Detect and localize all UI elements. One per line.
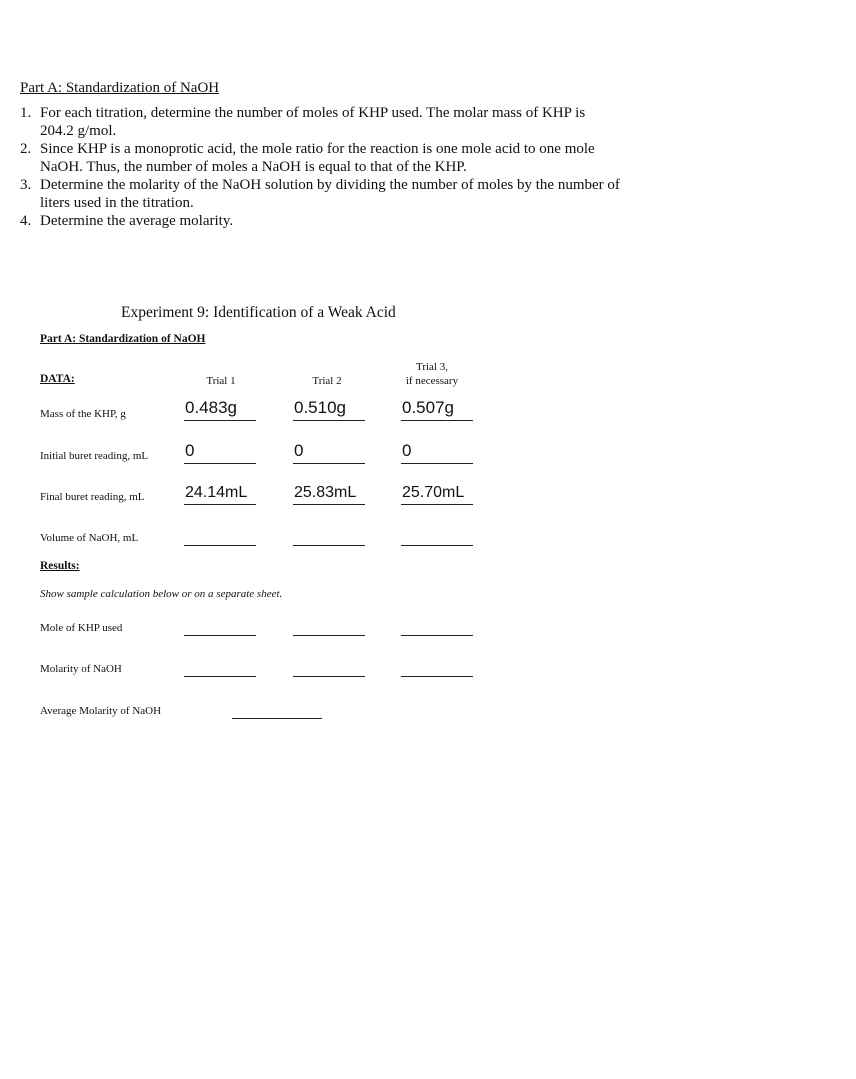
instruction-text: For each titration, determine the number of moles of KHP used. The molar mass of KHP is 204.2 g/mol. <box>40 105 586 139</box>
final-trial-3-field[interactable] <box>401 484 473 505</box>
data-heading: DATA: <box>40 373 75 385</box>
mass-trial-1-value: 0.483g <box>185 398 237 417</box>
initial-trial-1-value: 0 <box>185 441 195 460</box>
worksheet-part-title: Part A: Standardization of NaOH <box>40 333 206 345</box>
final-trial-3-value: 25.70mL <box>402 484 465 501</box>
volume-trial-2-field[interactable] <box>293 525 365 546</box>
instruction-item <box>20 104 620 140</box>
instruction-item <box>20 176 620 212</box>
instruction-number: 1. <box>20 105 32 121</box>
row-label-mass: Mass of the KHP, g <box>40 408 126 420</box>
mole-khp-trial-3-field[interactable] <box>401 615 473 636</box>
mass-trial-3-value: 0.507g <box>402 398 454 417</box>
initial-trial-2-field[interactable] <box>293 443 365 464</box>
instructions-list <box>20 104 620 230</box>
instruction-item <box>20 212 620 230</box>
instruction-number: 4. <box>20 213 32 229</box>
instruction-text: Determine the molarity of the NaOH solution by dividing the number of moles by the number of liters used in the titration. <box>40 177 620 211</box>
instructions-title: Part A: Standardization of NaOH <box>20 80 220 96</box>
mass-trial-2-value: 0.510g <box>294 398 346 417</box>
mole-khp-trial-2-field[interactable] <box>293 615 365 636</box>
volume-trial-1-field[interactable] <box>184 525 256 546</box>
volume-trial-3-field[interactable] <box>401 525 473 546</box>
worksheet-title: Experiment 9: Identification of a Weak Acid <box>121 304 396 321</box>
column-header-trial-2: Trial 2 <box>312 375 342 387</box>
row-label-average-molarity: Average Molarity of NaOH <box>40 705 162 717</box>
row-label-molarity: Molarity of NaOH <box>40 663 122 675</box>
column-header-trial-1: Trial 1 <box>206 375 236 387</box>
column-header-trial-3: Trial 3, if necessary <box>405 361 459 387</box>
row-label-volume: Volume of NaOH, mL <box>40 532 139 544</box>
instruction-text: Since KHP is a monoprotic acid, the mole ratio for the reaction is one mole acid to one mole NaOH. Thus, the number of moles a NaOH is equal to that of the KHP. <box>40 141 595 175</box>
final-trial-2-field[interactable] <box>293 484 365 505</box>
final-trial-2-value: 25.83mL <box>294 484 357 501</box>
initial-trial-3-value: 0 <box>402 441 412 460</box>
mass-trial-1-field[interactable] <box>184 400 256 421</box>
initial-trial-3-field[interactable] <box>401 443 473 464</box>
mole-khp-trial-1-field[interactable] <box>184 615 256 636</box>
instruction-number: 3. <box>20 177 32 193</box>
initial-trial-2-value: 0 <box>294 441 304 460</box>
molarity-trial-2-field[interactable] <box>293 656 365 677</box>
molarity-trial-3-field[interactable] <box>401 656 473 677</box>
row-label-initial-buret: Initial buret reading, mL <box>40 450 149 462</box>
mass-trial-2-field[interactable] <box>293 400 365 421</box>
final-trial-1-field[interactable] <box>184 484 256 505</box>
instruction-item <box>20 140 620 176</box>
results-note: Show sample calculation below or on a separate sheet. <box>40 588 283 600</box>
molarity-trial-1-field[interactable] <box>184 656 256 677</box>
final-trial-1-value: 24.14mL <box>185 484 248 501</box>
initial-trial-1-field[interactable] <box>184 443 256 464</box>
mass-trial-3-field[interactable] <box>401 400 473 421</box>
results-heading: Results: <box>40 560 80 572</box>
instruction-text: Determine the average molarity. <box>40 213 234 229</box>
row-label-final-buret: Final buret reading, mL <box>40 491 145 503</box>
instruction-number: 2. <box>20 141 32 157</box>
average-molarity-field[interactable] <box>232 698 322 719</box>
row-label-mole-khp: Mole of KHP used <box>40 622 123 634</box>
